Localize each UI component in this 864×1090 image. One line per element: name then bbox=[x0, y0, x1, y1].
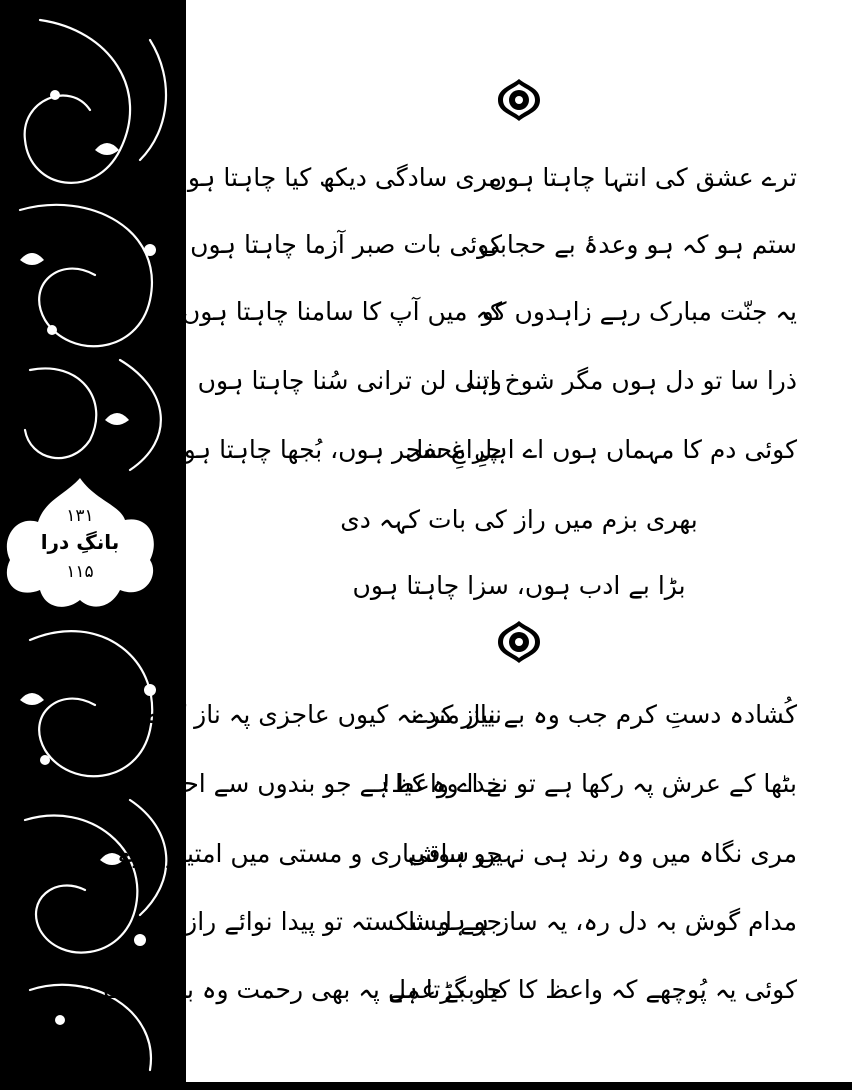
misra-second: نیاز مند نہ کیوں عاجزی پہ ناز کرے bbox=[145, 700, 502, 729]
misra-second: جو ہو شکستہ تو پیدا نوائے راز کرے bbox=[136, 907, 502, 936]
misra-first: ترے عشق کی انتہا چاہتا ہوں bbox=[488, 163, 797, 192]
closing-line-2: بڑا بے ادب ہوں، سزا چاہتا ہوں bbox=[352, 571, 686, 600]
misra-first: کوئی یہ پُوچھے کہ واعظ کا کیا بگڑتا ہے bbox=[388, 975, 797, 1004]
misra-first: کوئی دم کا مہماں ہوں اے اہلِ محفل bbox=[405, 435, 797, 464]
misra-second: وہی لن ترانی سُنا چاہتا ہوں bbox=[197, 366, 502, 395]
misra-first: مدام گوش بہ دل رہ، یہ ساز ہے ایسا bbox=[408, 907, 797, 936]
misra-second: مری سادگی دیکھ کیا چاہتا ہوں bbox=[169, 163, 502, 192]
page-number-bottom: ۱۱۵ bbox=[66, 562, 94, 582]
misra-first: بٹھا کے عرش پہ رکھا ہے تو نے اے واعظ! bbox=[381, 769, 797, 798]
book-title: بانگِ درا bbox=[40, 530, 120, 554]
couplet-8 bbox=[119, 834, 852, 874]
rosette-ornament-top bbox=[497, 78, 541, 122]
misra-second: چراغِ سحر ہوں، بُجھا چاہتا ہوں bbox=[165, 435, 502, 464]
poem-page bbox=[81, 0, 853, 1082]
misra-first: یہ جنّت مبارک رہے زاہدوں کو bbox=[481, 297, 797, 326]
couplet-10 bbox=[81, 970, 852, 1010]
couplet-2 bbox=[186, 225, 852, 265]
page-label bbox=[0, 478, 160, 608]
page-number-top: ۱۳۱ bbox=[66, 506, 94, 526]
misra-second: جو بے عمل پہ بھی رحمت وہ بے نیاز کرے bbox=[81, 975, 502, 1004]
misra-second: کوئی بات صبر آزما چاہتا ہوں bbox=[190, 230, 502, 259]
couplet-5 bbox=[165, 430, 852, 470]
closing-line-1: بھری بزم میں راز کی بات کہہ دی bbox=[340, 505, 698, 534]
misra-first: کُشادہ دستِ کرم جب وہ بے نیاز کرے bbox=[413, 700, 797, 729]
page-edge bbox=[852, 0, 864, 1090]
misra-first: ذرا سا تو دل ہوں مگر شوخ اتنا bbox=[467, 366, 797, 395]
misra-second: خدا وہ کیا ہے جو بندوں سے احتراز کرے bbox=[94, 769, 502, 798]
misra-first: مری نگاہ میں وہ رند ہی نہیں ساقی bbox=[407, 839, 797, 868]
couplet-7 bbox=[94, 764, 852, 804]
couplet-9 bbox=[136, 902, 852, 942]
misra-second: جو ہوشیاری و مستی میں امتیاز کرے bbox=[119, 839, 502, 868]
couplet-4 bbox=[186, 361, 852, 401]
couplet-6 bbox=[145, 695, 852, 735]
couplet-3 bbox=[181, 292, 852, 332]
misra-second: کہ میں آپ کا سامنا چاہتا ہوں bbox=[181, 297, 502, 326]
misra-first: ستم ہو کہ ہو وعدۂ بے حجابی bbox=[479, 230, 797, 259]
rosette-ornament-middle bbox=[497, 620, 541, 664]
couplet-1 bbox=[169, 158, 852, 198]
